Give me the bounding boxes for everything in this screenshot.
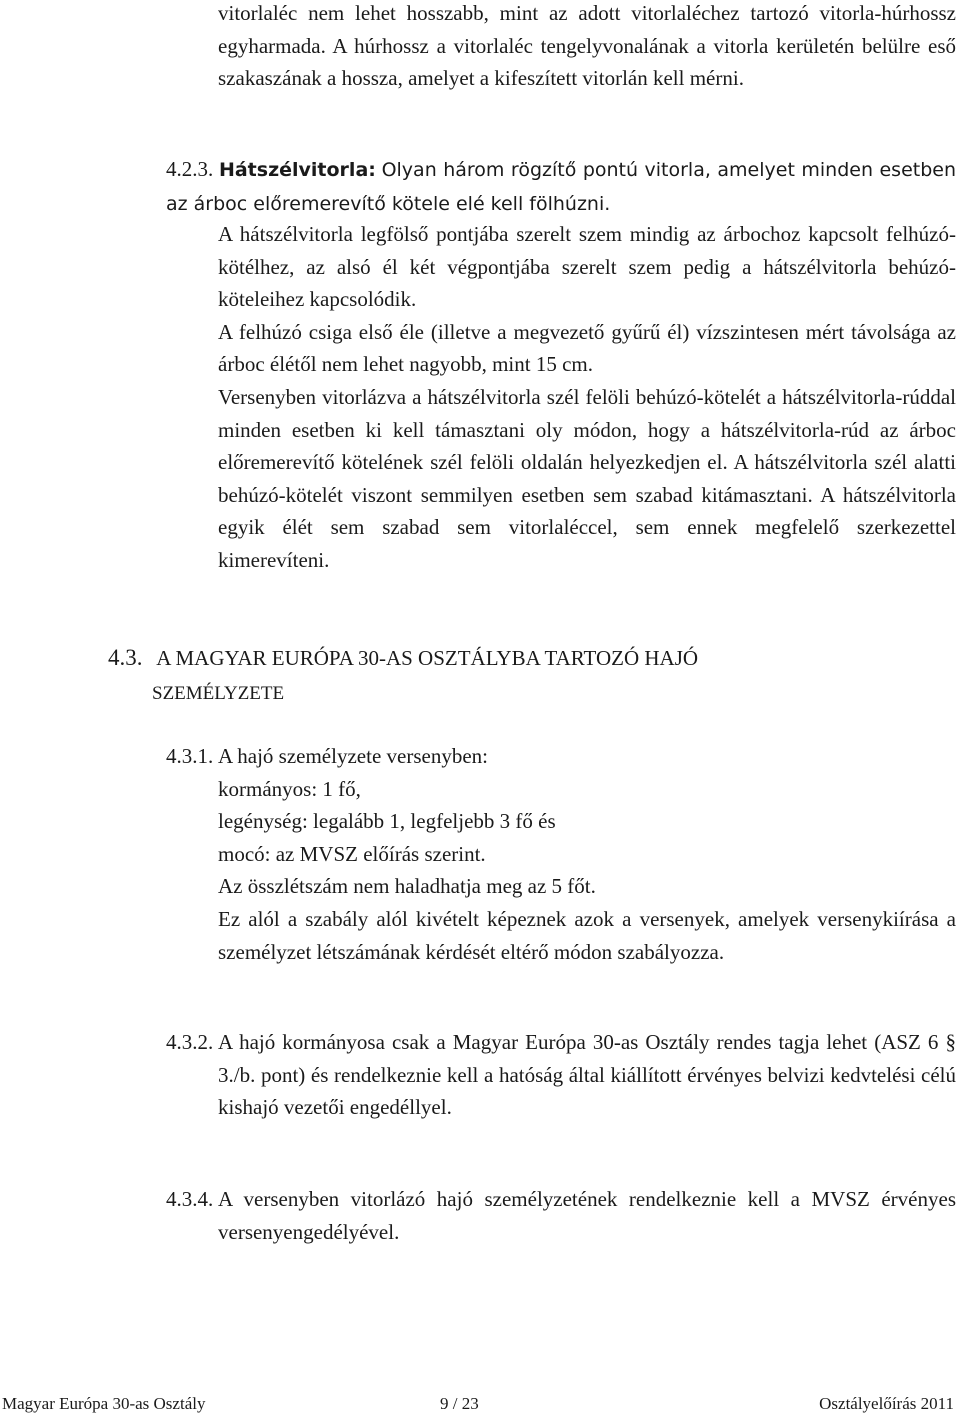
section-4-3-1: [166, 740, 956, 964]
footer-right: Osztályelőírás 2011: [819, 1394, 954, 1413]
page-number: 9 / 23: [440, 1394, 479, 1413]
section-4-2-3: [166, 153, 956, 220]
section-4-3-4: [166, 1183, 956, 1244]
section-text: A hajó kormányosa csak a Magyar Európa 30-as Osztály rendes tagja lehet (ASZ 6 § 3./b. pont) és rendelkeznie kell a hatóság által kiállított érvényes belvizi kedvtelési célú kishajó vezetői engedéllyel.: [218, 1030, 956, 1120]
heading-title-line1: A MAGYAR EURÓPA 30-AS OSZTÁLYBA TARTOZÓ HAJÓ: [156, 646, 699, 670]
section-text: A versenyben vitorlázó hajó személyzetének rendelkeznie kell a MVSZ érvényes versenyengedélyével.: [218, 1187, 956, 1244]
paragraph: Versenyben vitorlázva a hátszélvitorla szél felöli behúzó-kötelét a hátszélvitorla-rúddal minden esetben ki kell támasztani oly módon, hogy a hátszélvitorla-rúd az árboc előremerevítő kötelének szél felöli oldalán helyezkedjen el. A hátszélvitorla szél alatti behúzó-kötelét viszont semmilyen esetben sem szabad kitámasztani. A hátszélvitorla egyik élét sem szabad sem vitorlaléccel, sem ennek megfelelő szerkezettel kimerevíteni.: [218, 384, 956, 572]
paragraph: A hátszélvitorla legfölső pontjába szerelt szem mindig az árbochoz kapcsolt felhúzó-kötélhez, az alsó él két végpontjába szerelt szem pedig a hátszélvitorla behúzó-köteleihez kapcsolódik.: [218, 222, 956, 312]
section-number: 4.2.3.: [166, 157, 214, 181]
crew-line: legénység: legalább 1, legfeljebb 3 fő és: [218, 809, 556, 834]
crew-line: mocó: az MVSZ előírás szerint.: [218, 841, 486, 866]
paragraph: A felhúzó csiga első éle (illetve a megvezető gyűrű él) vízszintesen mért távolsága az árboc élétől nem lehet nagyobb, mint 15 cm.: [218, 319, 956, 377]
section-number: 4.3.2.: [166, 1030, 214, 1054]
section-text: Olyan három rögzítő pontú vitorla, amelyet minden esetben az árboc előremerevítő kötele elé kell fölhúzni.: [166, 159, 957, 215]
crew-line: A hajó személyzete versenyben:: [218, 744, 488, 768]
section-number: 4.3.4.: [166, 1187, 214, 1211]
heading-number: 4.3.: [108, 645, 143, 670]
intro-paragraph: vitorlaléc nem lehet hosszabb, mint az adott vitorlaléchez tartozó vitorla-húrhossz egyharmada. A húrhossz a vitorlaléc tengelyvonalának a vitorla kerületén belülre eső szakaszának a hossza, amelyet a kifeszített vitorlán kell mérni.: [218, 1, 956, 91]
footer-left: Magyar Európa 30-as Osztály: [2, 1394, 206, 1413]
section-4-2-3-body: [218, 218, 956, 577]
crew-exception: Ez alól a szabály alól kivételt képeznek azok a versenyek, amelyek versenykiírása a személyzet létszámának kérdését eltérő módon szabályozza.: [218, 906, 956, 964]
section-number: 4.3.1.: [166, 744, 214, 768]
section-4-3-2: [166, 1026, 956, 1120]
section-heading-4-3: [108, 640, 868, 712]
section-term: Hátszélvitorla:: [218, 159, 376, 181]
crew-line: kormányos: 1 fő,: [218, 776, 361, 801]
page-footer: [0, 1393, 960, 1417]
crew-line: Az összlétszám nem haladhatja meg az 5 főt.: [218, 874, 596, 899]
heading-title-line2: SZEMÉLYZETE: [152, 683, 285, 704]
